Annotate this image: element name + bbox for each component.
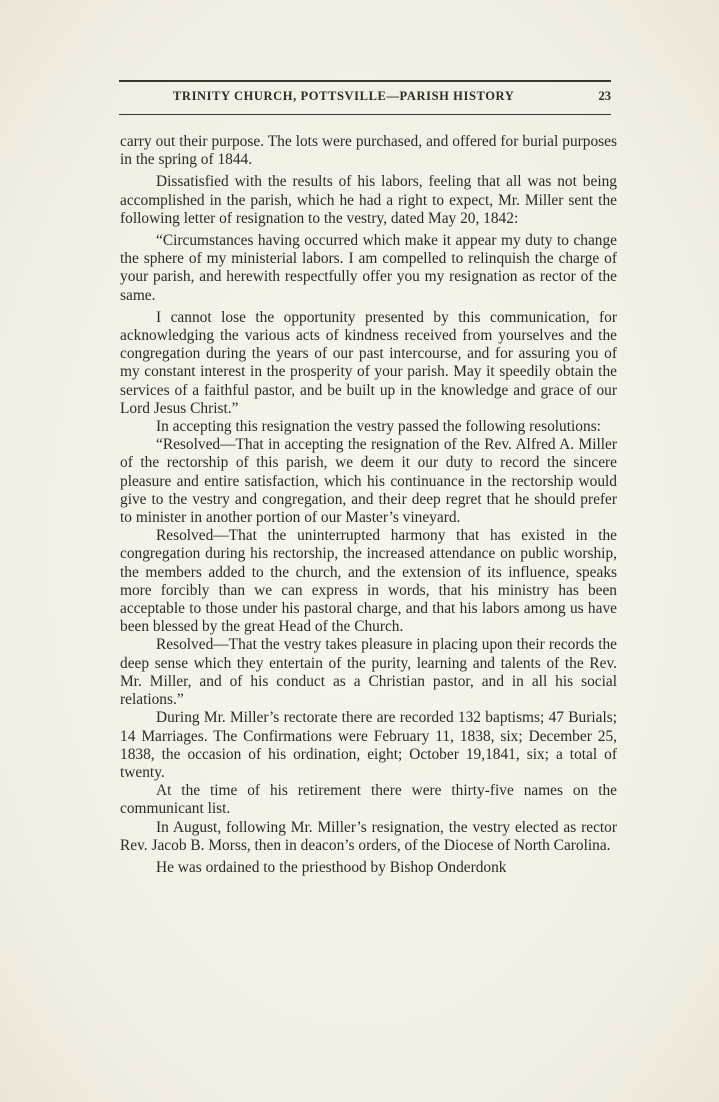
running-header [119, 89, 611, 109]
paragraph-5: In accepting this resignation the vestry passed the following resolutions: [156, 418, 601, 436]
paragraph-12: He was ordained to the priesthood by Bishop Onderdonk [156, 858, 507, 876]
paragraph-7: Resolved—That the uninterrupted harmony that has existed in the congregation during his rectorship, the increased attendance on public worship, the members added to the church, and the extension of its influence, speaks more forcibly than we can express in words, that his ministry has been acceptable to those under his pastoral charge, and that his labors among us have been blessed by the great Head of the Church. [120, 527, 617, 636]
running-title: TRINITY CHURCH, POTTSVILLE—PARISH HISTORY [173, 89, 515, 103]
paragraph-11: In August, following Mr. Miller’s resignation, the vestry elected as rector Rev. Jacob B. Morss, then in deacon’s orders, of the Diocese of North Carolina. [120, 818, 617, 854]
paragraph-9: During Mr. Miller’s rectorate there are recorded 132 baptisms; 47 Burials; 14 Marriages. The Confirmations were February 11, 1838, six; December 25, 1838, the occasion of his ordination, eight; October 19,1841, six; a total of twenty. [120, 709, 617, 781]
paragraph-1: carry out their purpose. The lots were purchased, and offered for burial purposes in the spring of 1844. [120, 133, 617, 169]
header-top-rule [119, 80, 611, 82]
header-bottom-rule [119, 114, 611, 115]
paragraph-6: “Resolved—That in accepting the resignation of the Rev. Alfred A. Miller of the rectorship of this parish, we deem it our duty to record the sincere pleasure and entire satisfaction, which his continuance in the rectorship would give to the vestry and congregation, and their deep regret that he should prefer to minister in another portion of our Master’s vineyard. [120, 436, 617, 527]
paragraph-10: At the time of his retirement there were thirty-five names on the communicant list. [120, 782, 617, 818]
paragraph-8: Resolved—That the vestry takes pleasure in placing upon their records the deep sense which they entertain of the purity, learning and talents of the Rev. Mr. Miller, and of his conduct as a Christian pastor, and in all his social relations.” [120, 636, 617, 709]
paragraph-4: I cannot lose the opportunity presented by this communication, for acknowledging the various acts of kindness received from yourselves and the congregation during the years of our past intercourse, and for assuring you of my constant interest in the prosperity of your parish. May it speedily obtain the services of a faithful pastor, and be built up in the knowledge and grace of our Lord Jesus Christ.” [120, 308, 617, 417]
paragraph-3: “Circumstances having occurred which make it appear my duty to change the sphere of my ministerial labors. I am compelled to relinquish the charge of your parish, and herewith respectfully offer you my resignation as rector of the same. [120, 232, 617, 304]
paragraph-2: Dissatisfied with the results of his labors, feeling that all was not being accomplished in the parish, which he had a right to expect, Mr. Miller sent the following letter of resignation to the vestry, dated May 20, 1842: [120, 173, 617, 227]
body-text [120, 133, 617, 881]
page-number: 23 [598, 89, 611, 103]
